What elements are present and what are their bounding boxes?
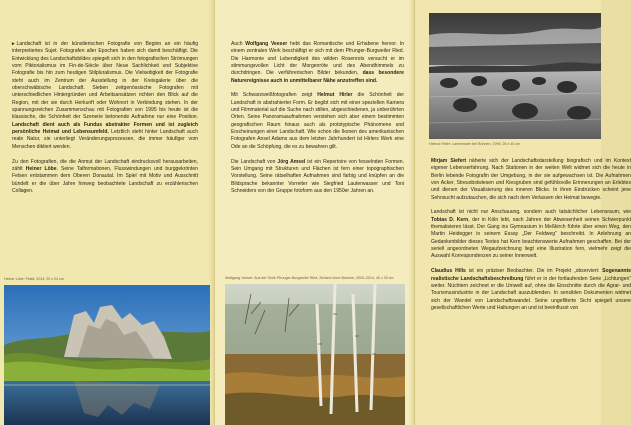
text-column-right (431, 158, 631, 320)
text-run: Landschaft ist in der künstlerischen Fotografie von Beginn an ein häufig interpretiertes Sujet. Fotografen aller Epochen haben sich damit beschäftigt. Die Entwicklung des Landschaftsbildes spiegelt sich in den fotografischen Strömungen vom Piktorialismus im Fin-de-Siècle über Neue Sachlichkeit und Subjektive Fotografie bis hin zum heutigen Stilpluralismus. Die Vielseitigkeit der Fotografie steht auch im Zentrum der Ausstellung in der Kreisgalerie über die oberschwäbische Landschaft. Sieben zeitgenössische Fotografen mit unterschiedlichen Hintergründen und Arbeitsansätzen richten den Blick auf die Region, mit der sie durch Herkunft oder Wohnort in Verbindung stehen. In der spannungsreichen Zusammenschau mit Fotografien von 1995 bis heute ist die klassische, die Schönheit der Szenerie betonende Aufnahme nur eine Position. (12, 41, 198, 121)
brochure-panel-right (414, 0, 631, 425)
paragraph-heiner-loebe (12, 159, 198, 196)
text-run: hebt das Romantische und Erhabene hervor. In einem zentralen Werk beschäftigt er sich mit dem Pfrunger-Burgweiler Ried. Die Harmonie und Lebendigkeit des wilden Rosenrots versucht er im stimmungsvollen Licht der Morgenröte und des Abendhimmels zu durchdringen. Die verführerischen Bilder bekunden, (231, 41, 404, 77)
emphasized-text: Landschaft dient auch als Fundus abstrakter Formen und ist zugleich persönliche Heimat und Lebensumfeld. (12, 121, 198, 136)
caption-heiner-loebe: Heiner Löbe: Fidelt, 2014, 30 x 24 cm (4, 277, 64, 281)
text-run: Zu den Fotografien, die die Anmut der Landschaft eindrucksvoll herausarbeiten, zählt (12, 158, 198, 172)
brochure-panel-middle (214, 0, 415, 425)
emphasized-text: Sogenannte realistische Landschaftsbeschreibung (431, 268, 631, 282)
photo-moor-birch-trees (225, 284, 405, 425)
emphasized-text: Claudius Hills (431, 268, 466, 275)
emphasized-text: Helmut Hirler (317, 92, 353, 99)
text-run: , der in Köln lebt, nach Jahren der Abwesenheit seinen Schwerpunkt thematisieren lässt. Der Gang ins Gymnasium in Meßkirch führte über einen Weg, den Martin Heidegger in seinem Essay „Der Feldweg“ beschreibt. In Anlehnung an Gedankenbilder dieses Textes hat Kern beachtenswerte Aufnahmen geschaffen. Bei der seriell angeordneten Wegaufzeichnung liegt eine Illustration fern, vielmehr zeigt die Auswahl Korrespondenzen zu seiner Innenwelt. (431, 216, 631, 260)
paragraph-wolfgang-veeser (231, 41, 404, 85)
photo-rock-formation (4, 285, 210, 425)
text-run: Landschaft ist nicht nur Anschauung, sondern auch tatsächlicher Lebensraum, wie (431, 209, 631, 216)
paragraph-joerg-amsel (231, 159, 404, 196)
emphasized-text: Mirjam Siefert (431, 158, 467, 164)
text-column-middle (231, 41, 404, 203)
paragraph-intro (12, 41, 198, 151)
brochure-panel-left (0, 0, 214, 425)
paragraph-tobias-kern (431, 209, 631, 260)
caption-wolfgang-veeser: Wolfgang Veeser: Aus der Serie Pfrunger-Burgweiler Ried, Zerland ohne Maxime, 2004–2014, 40 x 30 cm (225, 276, 394, 280)
text-run: ist ein Repertoire von fesselnden Formen. Sein Umgang mit Strukturen und Flächen ist fern einer topographischen Vorstellung. Seine rätselhaften Aufnahmen sind farbig und knüpfen an die Bildsprache bekannter Vorreiter wie Siegfried Lauterwasser und Toni Schneiders von der Gruppe fotoform aus den 1950er Jahren an. (231, 158, 404, 194)
text-run: ist ein präziser Beobachter. Die im Projekt „observiert: (465, 268, 603, 275)
paragraph-marker-icon: ▸ (12, 41, 15, 47)
text-run: führt er in der fortlaufenden Serie „Lichtungen“ weiter. Nüchtern zeichnet er die Umwelt auf, ohne die Einschnitte durch die Agrar- und Tourismusindustrie in der Landschaft auszublenden. In sensiblen Dokumenten widmet sich der Wandel von Landschaftswandel. Seine ungefilterte Sicht spiegelt unsere gesellschaftlichen Werte und Haltungen an und ist beeinflusst von (431, 275, 631, 311)
text-run: Letztlich steht hinter Landschaft auch reale Natur, sie unterliegt Veränderungsprozessen, die immer häufiger vom Menschen diktiert werden. (12, 129, 198, 150)
emphasized-text: Wolfgang Veeser (245, 41, 288, 47)
emphasized-text: dass besondere Naturereignisse auch in unmittelbarer Nähe anzutreffen sind. (231, 70, 404, 84)
emphasized-text: Heiner Löbe (25, 165, 57, 172)
paragraph-helmut-hirler (231, 92, 404, 151)
text-column-left (12, 41, 198, 203)
caption-helmut-hirler: Helmut Hirler: Lavenmarer bei Ruhnen, 1999, 26 x 40 cm (429, 142, 521, 146)
text-run: Mit Schwarzweißfotografien zeigt (231, 92, 318, 99)
paragraph-mirjam-siefert (431, 158, 631, 202)
photo-haystack-field (429, 13, 601, 139)
emphasized-text: Jörg Amsel (277, 158, 306, 165)
text-run: die Schönheit der Landschaft in abstrahierter Form. Er begibt sich mit einer speziellen Kamera und Filmmaterial auf die Suche nach stillen, abgeschiedenen, ja unberührten Orten. Seine Panoramaaufnahmen verstehen sich aber einem bestimmten geografischen Raum hinaus auch als prototypische Phänomene und Erscheinungen einer Landschaft. Wie schon die Ikonen des amerikanischen Fotografen Ansel Adams aus dem letzten Jahrhundert ist Hirlers Werk eine Ode an die Schöpfung, die es zu bewahren gilt. (231, 92, 404, 150)
text-run: Auch (231, 41, 246, 47)
text-run: Die Landschaft von (231, 158, 278, 165)
text-run: näherte sich der Landschaftsdarstellung biografisch und im Kontext eigener Lebenserfahrung. Nach Stationen in der weiten Welt widmet sich die heute in Berlin lebende Fotografin der Umgebung, in der sie aufgewachsen ist. Die Aufnahmen von Acker, Streuobstwiesen und Kiesgruben sind gefühlsvolle Erinnerungen an Erlebtes und dienen der Visualisierung des inneren Blicks. In ihren Eindrücken scheint jene Sehnsucht aufzutauchen, die sich nach dem Verlassen der Heimat bewegte. (431, 158, 631, 201)
paragraph-claudius-hills (431, 268, 631, 312)
text-run: . Seine Talformationen, Flusswindungen und burggekrönten Felsen entstammen dem Oberen Donautal. Im Spiel mit Motiv und Ausschnitt bündelt er die über Jahre hinweg beobachtete Landschaft zu erzählerischen Collagen. (12, 165, 198, 194)
emphasized-text: Tobias D. Kern (431, 216, 469, 223)
